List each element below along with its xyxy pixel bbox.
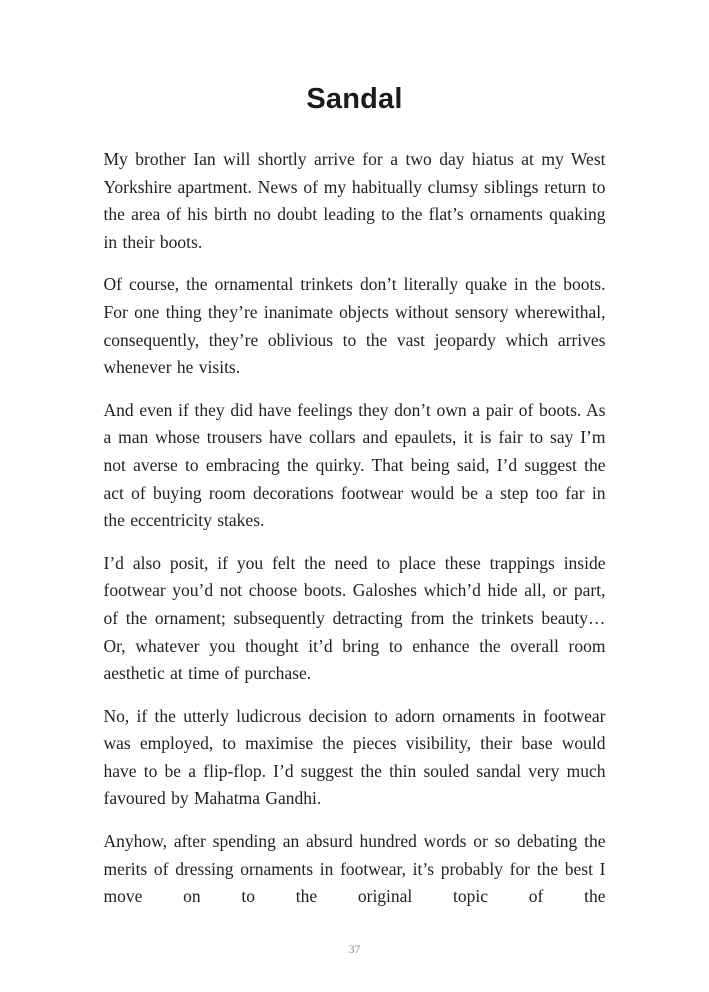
page-content bbox=[104, 146, 606, 911]
paragraph-5: No, if the utterly ludicrous decision to adorn ornaments in footwear was employed, to maximise the pieces visibility, their base would have to be a flip-flop. I’d suggest the thin souled sandal very much favoured by Mahatma Gandhi. bbox=[103, 705, 606, 809]
paragraph-6: Anyhow, after spending an absurd hundred words or so debating the merits of dressing ornaments in footwear, it’s probably for the best I move on to the original topic of the bbox=[103, 831, 606, 907]
paragraph-2: Of course, the ornamental trinkets don’t literally quake in the boots. For one thing they’re inanimate objects without sensory wherewithal, consequently, they’re oblivious to the vast jeopardy which arrives whenever he visits. bbox=[103, 274, 606, 378]
page-number: 37 bbox=[348, 944, 361, 956]
paragraph-4: I’d also posit, if you felt the need to place these trappings inside footwear you’d not choose boots. Galoshes which’d hide all, or part, of the ornament; subsequently detracting from the trinkets beauty… Or, whatever you thought it’d bring to enhance the overall room aesthetic at time of purchase. bbox=[103, 552, 606, 684]
paragraph-1: My brother Ian will shortly arrive for a two day hiatus at my West Yorkshire apartment. News of my habitually clumsy siblings return to the area of his birth no doubt leading to the flat’s ornaments quaking in their boots. bbox=[103, 149, 606, 252]
page-title: Sandal bbox=[306, 83, 403, 115]
paragraph-3: And even if they did have feelings they don’t own a pair of boots. As a man whose trousers have collars and epaulets, it is fair to say I’m not averse to embracing the quirky. That being said, I’d suggest the act of buying room decorations footwear would be a step too far in the eccentricity stakes. bbox=[103, 399, 606, 531]
